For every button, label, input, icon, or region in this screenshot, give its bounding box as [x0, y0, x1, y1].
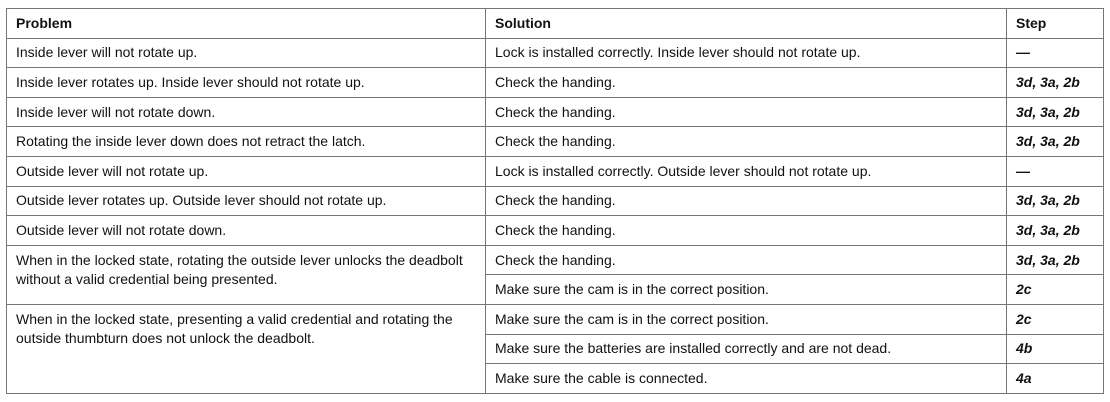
- table-row: [7, 156, 1104, 186]
- step-cell: 2c: [1007, 275, 1104, 305]
- problem-cell: When in the locked state, presenting a valid credential and rotating the outside thumbturn does not unlock the deadbolt.: [7, 304, 486, 393]
- table-row: [7, 186, 1104, 216]
- problem-cell: Outside lever will not rotate down.: [7, 216, 486, 246]
- step-cell: 3d, 3a, 2b: [1007, 186, 1104, 216]
- troubleshooting-table: [6, 8, 1104, 394]
- step-cell: 3d, 3a, 2b: [1007, 127, 1104, 157]
- step-cell: —: [1007, 156, 1104, 186]
- step-cell: 3d, 3a, 2b: [1007, 97, 1104, 127]
- table-row: [7, 97, 1104, 127]
- solution-cell: Check the handing.: [486, 186, 1007, 216]
- step-cell: 4a: [1007, 364, 1104, 394]
- header-solution: Solution: [486, 9, 1007, 39]
- solution-cell: Check the handing.: [486, 245, 1007, 275]
- step-cell: —: [1007, 38, 1104, 68]
- step-cell: 3d, 3a, 2b: [1007, 245, 1104, 275]
- solution-cell: Lock is installed correctly. Outside lever should not rotate up.: [486, 156, 1007, 186]
- solution-cell: Make sure the cable is connected.: [486, 364, 1007, 394]
- solution-cell: Check the handing.: [486, 216, 1007, 246]
- table-row: [7, 38, 1104, 68]
- problem-cell: Rotating the inside lever down does not retract the latch.: [7, 127, 486, 157]
- problem-cell: Inside lever will not rotate down.: [7, 97, 486, 127]
- table-row: [7, 304, 1104, 334]
- problem-cell: Inside lever rotates up. Inside lever should not rotate up.: [7, 68, 486, 98]
- problem-cell: Outside lever will not rotate up.: [7, 156, 486, 186]
- solution-cell: Check the handing.: [486, 127, 1007, 157]
- step-cell: 3d, 3a, 2b: [1007, 68, 1104, 98]
- problem-cell: When in the locked state, rotating the outside lever unlocks the deadbolt without a valid credential being presented.: [7, 245, 486, 304]
- solution-cell: Check the handing.: [486, 97, 1007, 127]
- step-cell: 2c: [1007, 304, 1104, 334]
- step-cell: 3d, 3a, 2b: [1007, 216, 1104, 246]
- header-step: Step: [1007, 9, 1104, 39]
- table-row: [7, 216, 1104, 246]
- solution-cell: Lock is installed correctly. Inside lever should not rotate up.: [486, 38, 1007, 68]
- header-problem: Problem: [7, 9, 486, 39]
- solution-cell: Check the handing.: [486, 68, 1007, 98]
- header-row: [7, 9, 1104, 39]
- solution-cell: Make sure the cam is in the correct position.: [486, 275, 1007, 305]
- table-row: [7, 68, 1104, 98]
- problem-cell: Outside lever rotates up. Outside lever should not rotate up.: [7, 186, 486, 216]
- table-row: [7, 127, 1104, 157]
- problem-cell: Inside lever will not rotate up.: [7, 38, 486, 68]
- step-cell: 4b: [1007, 334, 1104, 364]
- table-row: [7, 245, 1104, 275]
- solution-cell: Make sure the cam is in the correct position.: [486, 304, 1007, 334]
- solution-cell: Make sure the batteries are installed correctly and are not dead.: [486, 334, 1007, 364]
